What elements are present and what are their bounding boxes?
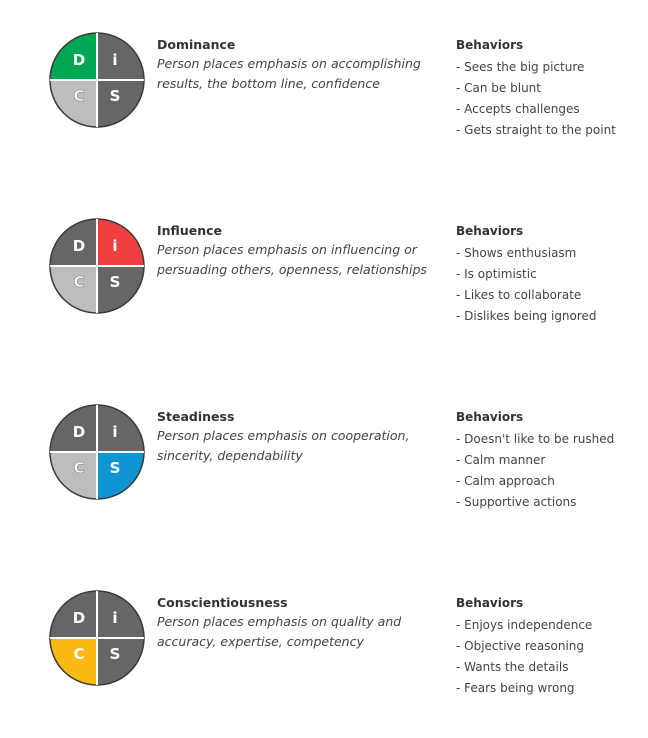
disc-wheel-influence [49, 218, 145, 314]
letter-i: i [112, 237, 118, 255]
behavior-item: - Calm approach [456, 474, 555, 488]
letter-c: C [73, 645, 85, 663]
behavior-item: - Objective reasoning [456, 639, 585, 653]
letter-s: S [109, 459, 121, 477]
disc-wheel-steadiness [49, 404, 145, 500]
style-info [157, 32, 427, 94]
disc-wheel-graphic [49, 590, 145, 686]
behavior-item: - Can be blunt [456, 81, 541, 95]
style-info [157, 590, 427, 652]
behavior-item: - Fears being wrong [456, 681, 575, 695]
disc-wheel-graphic [49, 32, 145, 128]
behavior-item: - Sees the big picture [456, 60, 585, 74]
style-description: Person places emphasis on quality and accuracy, expertise, competency [157, 614, 402, 649]
behavior-item: - Calm manner [456, 453, 546, 467]
behavior-item: - Enjoys independence [456, 618, 593, 632]
behavior-item: - Doesn't like to be rushed [456, 432, 615, 446]
disc-wheel-graphic [49, 404, 145, 500]
letter-d: D [72, 423, 86, 441]
behavior-item: - Is optimistic [456, 267, 537, 281]
behaviors-list [456, 243, 646, 327]
behavior-item: - Wants the details [456, 660, 569, 674]
disc-wheel-graphic [49, 218, 145, 314]
behaviors-title: Behaviors [456, 596, 524, 610]
letter-s: S [109, 87, 121, 105]
style-description: Person places emphasis on accomplishing results, the bottom line, confidence [157, 56, 421, 91]
disc-row-dominance [0, 32, 648, 142]
style-info [157, 404, 427, 466]
letter-s: S [109, 273, 121, 291]
style-name: Steadiness [157, 409, 235, 424]
letter-i: i [112, 609, 118, 627]
style-info [157, 218, 427, 280]
letter-i: i [112, 51, 118, 69]
style-description: Person places emphasis on influencing or persuading others, openness, relationships [157, 242, 427, 277]
behaviors-panel [456, 218, 646, 327]
behavior-item: - Supportive actions [456, 495, 577, 509]
behaviors-list [456, 429, 646, 513]
behavior-item: - Dislikes being ignored [456, 309, 597, 323]
style-name: Influence [157, 223, 222, 238]
behaviors-list [456, 615, 646, 699]
behavior-item: - Likes to collaborate [456, 288, 582, 302]
disc-row-steadiness [0, 404, 648, 514]
disc-wheel-conscientiousness [49, 590, 145, 686]
behaviors-title: Behaviors [456, 410, 524, 424]
behavior-item: - Accepts challenges [456, 102, 580, 116]
letter-c: C [73, 459, 85, 477]
letter-c: C [73, 273, 85, 291]
behaviors-panel [456, 404, 646, 513]
behaviors-title: Behaviors [456, 38, 524, 52]
style-name: Dominance [157, 37, 236, 52]
behaviors-panel [456, 32, 646, 141]
behavior-item: - Shows enthusiasm [456, 246, 577, 260]
style-description: Person places emphasis on cooperation, sincerity, dependability [157, 428, 410, 463]
behaviors-title: Behaviors [456, 224, 524, 238]
behaviors-panel [456, 590, 646, 699]
letter-c: C [73, 87, 85, 105]
behaviors-list [456, 57, 646, 141]
disc-row-conscientiousness [0, 590, 648, 700]
behavior-item: - Gets straight to the point [456, 123, 616, 137]
style-name: Conscientiousness [157, 595, 288, 610]
letter-s: S [109, 645, 121, 663]
letter-d: D [72, 51, 86, 69]
letter-d: D [72, 237, 86, 255]
disc-row-influence [0, 218, 648, 328]
letter-i: i [112, 423, 118, 441]
disc-wheel-dominance [49, 32, 145, 128]
letter-d: D [72, 609, 86, 627]
